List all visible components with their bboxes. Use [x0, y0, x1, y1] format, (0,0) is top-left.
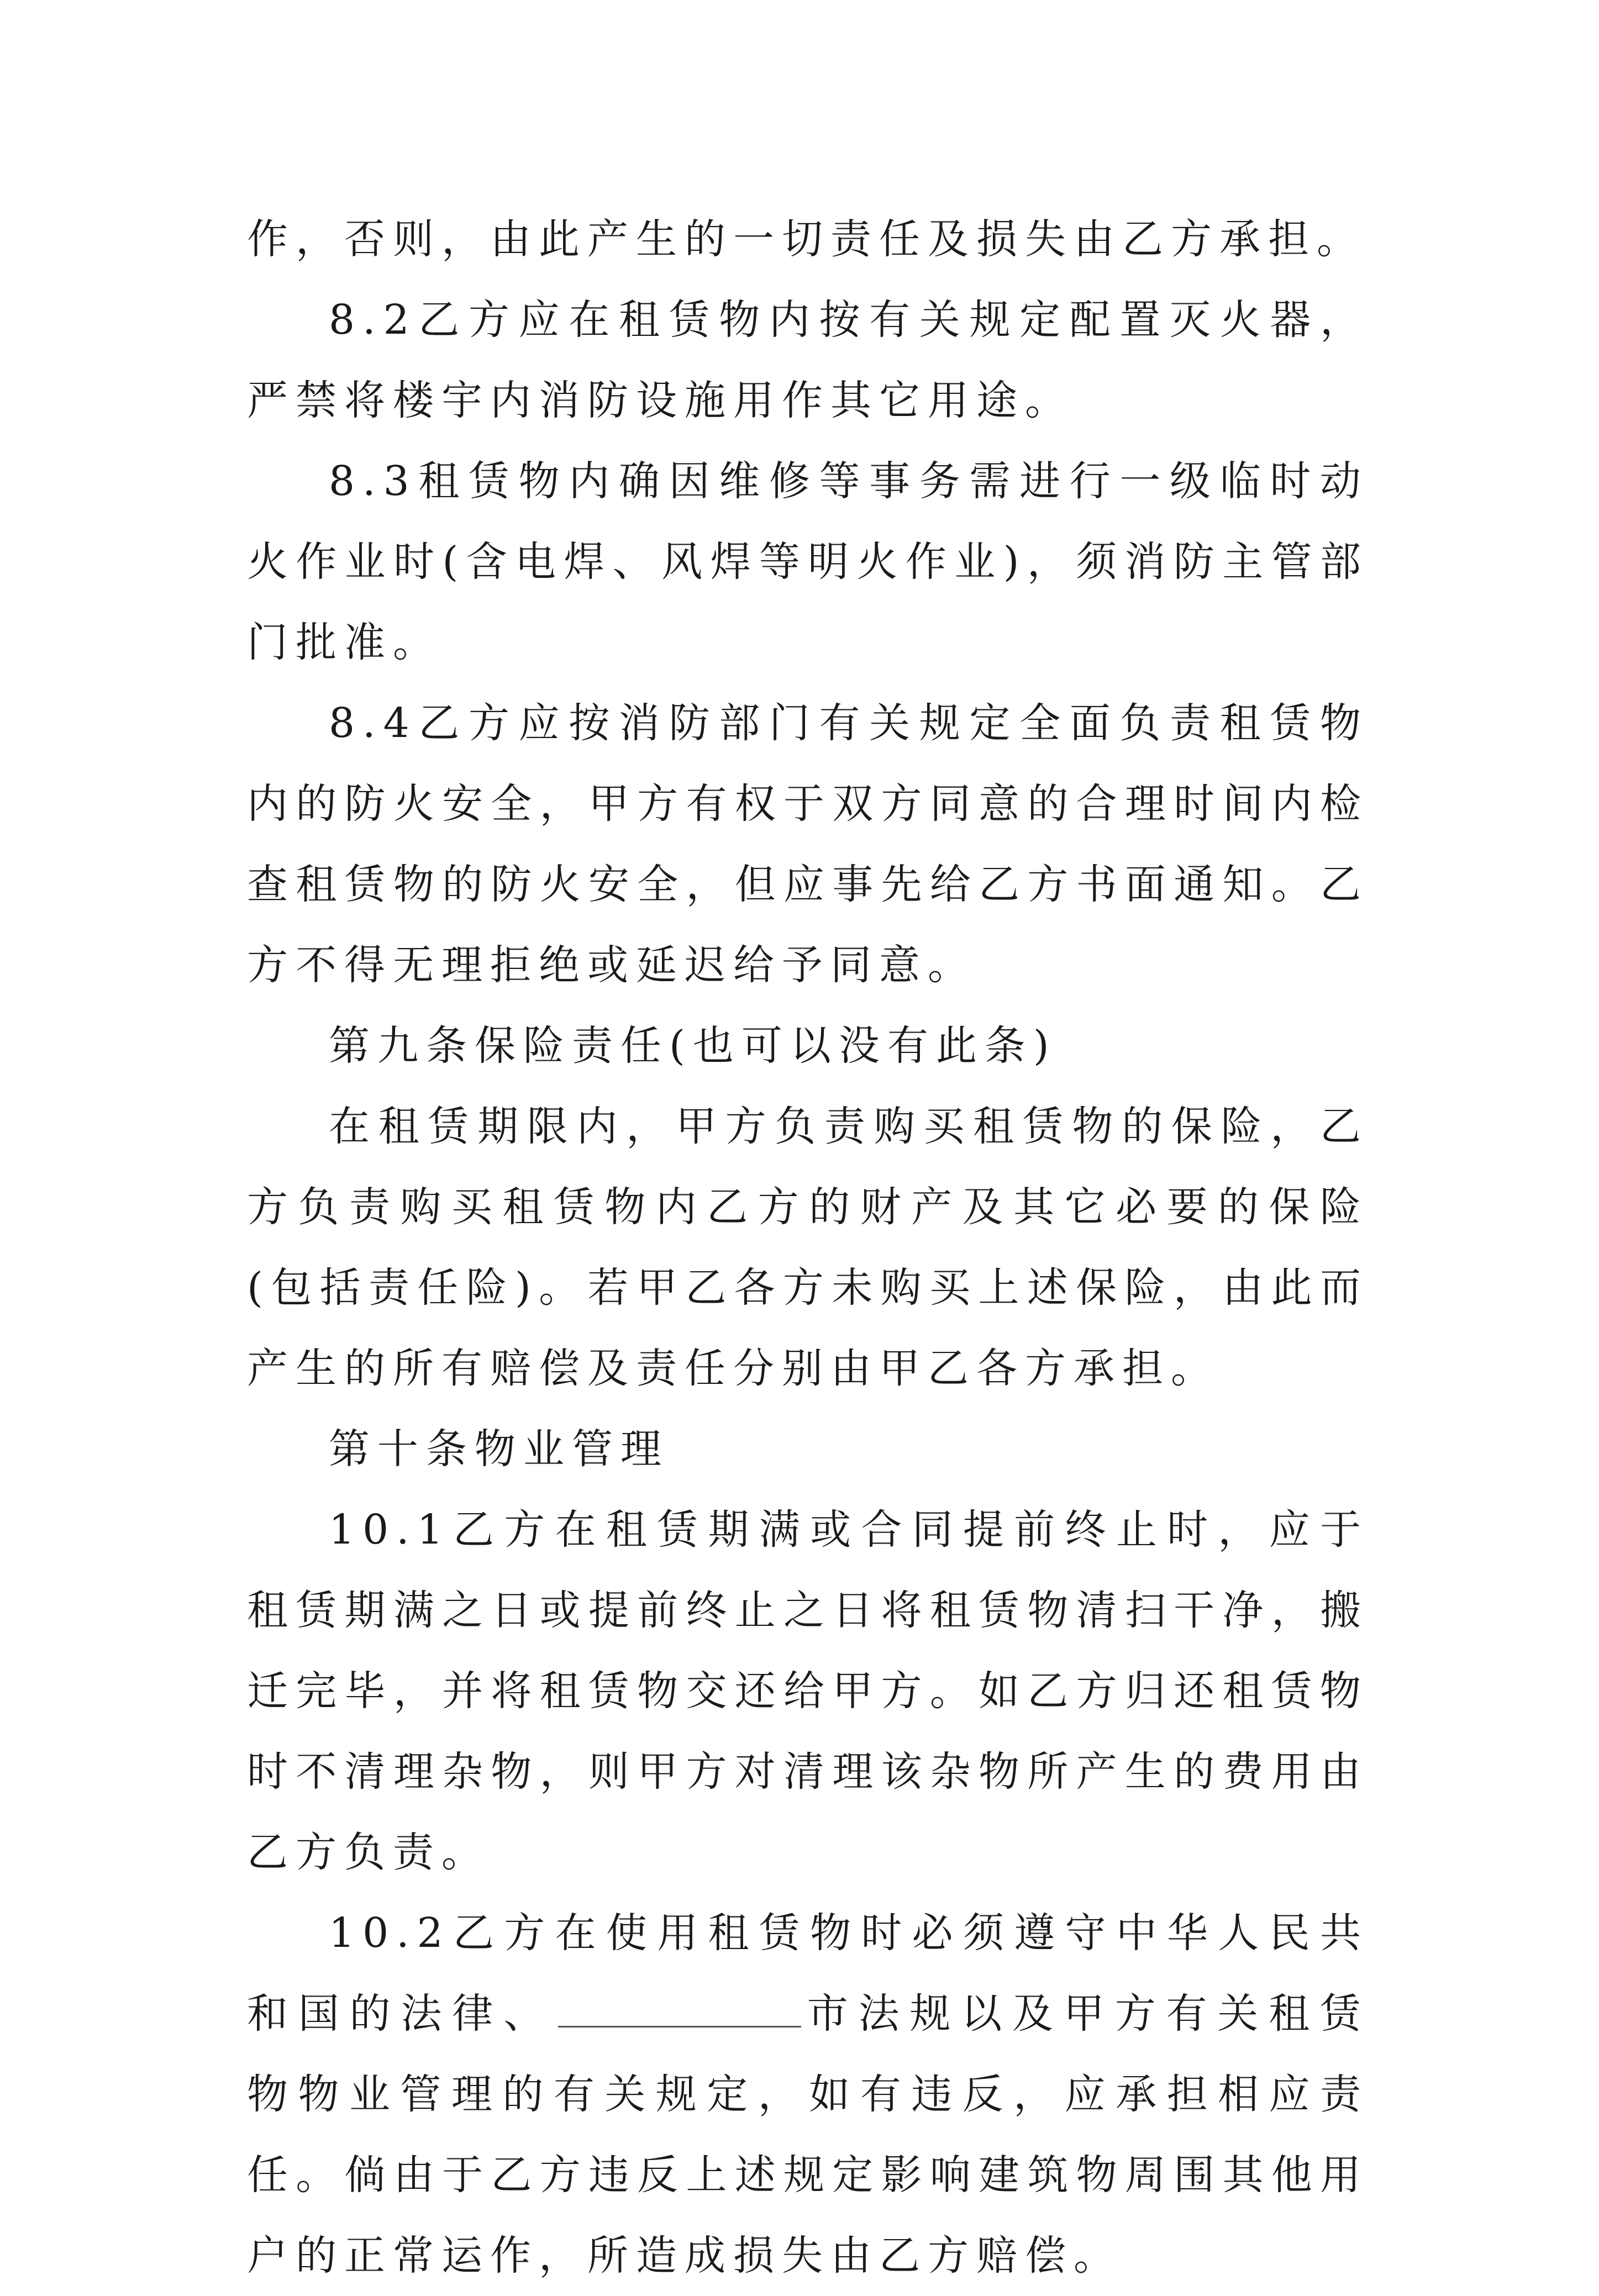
- article-9-body: 在租赁期限内，甲方负责购买租赁物的保险，乙方负责购买租赁物内乙方的财产及其它必要的保险(包括责任险)。若甲乙各方未购买上述保险，由此而产生的所有赔偿及责任分别由甲乙各方承担。: [247, 1103, 1369, 1392]
- article-9-heading: 第九条保险责任(也可以没有此条): [329, 1022, 1057, 1070]
- document-body: [247, 199, 1369, 2296]
- paragraph-continuation: 作，否则，由此产生的一切责任及损失由乙方承担。: [247, 215, 1365, 263]
- clause-8-3: 8.3租赁物内确因维修等事务需进行一级临时动火作业时(含电焊、风焊等明火作业)，须消防主管部门批准。: [247, 457, 1369, 666]
- clause-10-2-part-a: 10.2乙方在使用租赁物时必须遵守中华人民共和国的法律、: [247, 1909, 1369, 2037]
- clause-8-4: 8.4乙方应按消防部门有关规定全面负责租赁物内的防火安全，甲方有权于双方同意的合理时间内检查租赁物的防火安全，但应事先给乙方书面通知。乙方不得无理拒绝或延迟给予同意。: [247, 699, 1369, 989]
- clause-10-2-part-b: 市法规以及甲方有关租赁物物业管理的有关规定，如有违反，应承担相应责任。倘由于乙方违反上述规定影响建筑物周围其他用户的正常运作，所造成损失由乙方赔偿。: [247, 1990, 1369, 2279]
- clause-10-2: [247, 1893, 1369, 2296]
- clause-10-1: 10.1乙方在租赁期满或合同提前终止时，应于租赁期满之日或提前终止之日将租赁物清扫干净，搬迁完毕，并将租赁物交还给甲方。如乙方归还租赁物时不清理杂物，则甲方对清理该杂物所产生的费用由乙方负责。: [247, 1506, 1369, 1876]
- clause-8-2: 8.2乙方应在租赁物内按有关规定配置灭火器，严禁将楼宇内消防设施用作其它用途。: [247, 296, 1369, 424]
- article-10-heading: 第十条物业管理: [329, 1425, 669, 1473]
- fill-in-blank-line: [558, 1993, 801, 2028]
